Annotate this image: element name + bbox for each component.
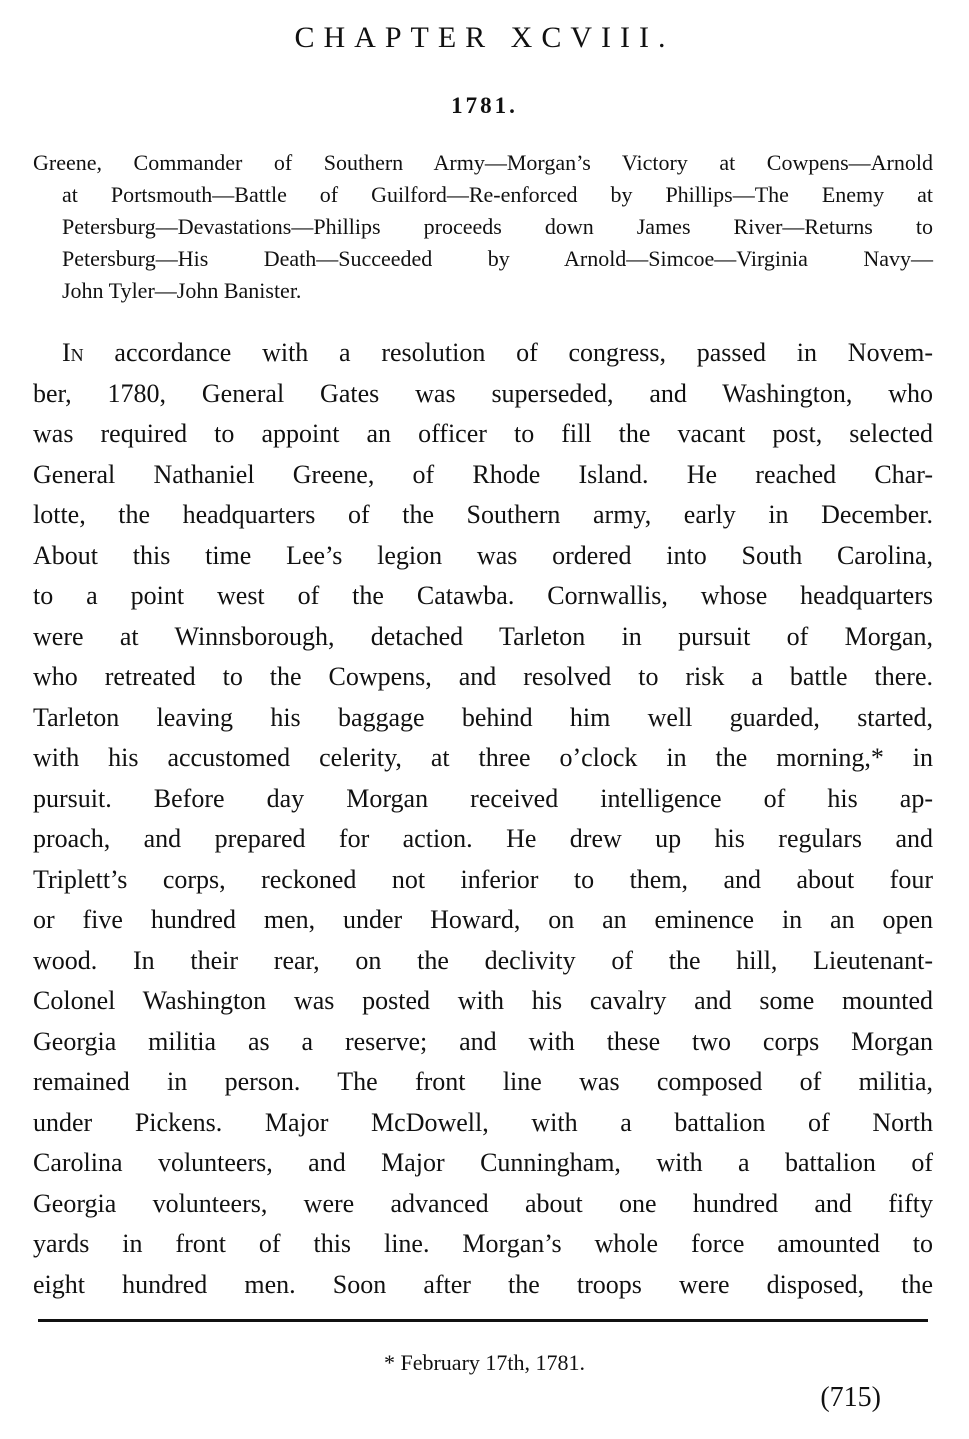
footnote-rule bbox=[38, 1319, 928, 1322]
body-line: were at Winnsborough, detached Tarleton in pursuit of Morgan, bbox=[33, 621, 933, 651]
body-line: eight hundred men. Soon after the troops were disposed, the bbox=[33, 1269, 933, 1299]
lead-word: In bbox=[62, 338, 84, 367]
body-line: Georgia militia as a reserve; and with these two corps Morgan bbox=[33, 1026, 933, 1056]
body-line: Triplett’s corps, reckoned not inferior to them, and about four bbox=[33, 864, 933, 894]
body-line: proach, and prepared for action. He drew up his regulars and bbox=[33, 824, 933, 853]
summary-line: Greene, Commander of Southern Army—Morgan’s Victory at Cowpens—Arnold bbox=[33, 150, 933, 175]
body-line: under Pickens. Major McDowell, with a battalion of North bbox=[33, 1107, 933, 1137]
body-line: General Nathaniel Greene, of Rhode Island. He reached Char- bbox=[33, 459, 933, 489]
body-line-text: accordance with a resolution of congress, passed in Novem- bbox=[83, 338, 933, 367]
year-heading: 1781. bbox=[451, 93, 518, 118]
body-line: pursuit. Before day Morgan received intelligence of his ap- bbox=[33, 783, 933, 813]
chapter-title: CHAPTER XCVIII. bbox=[294, 21, 675, 54]
body-line: or five hundred men, under Howard, on an eminence in an open bbox=[33, 905, 933, 934]
chapter-summary bbox=[33, 147, 933, 307]
body-line: ber, 1780, General Gates was superseded, and Washington, who bbox=[33, 378, 933, 408]
body-line: with his accustomed celerity, at three o’clock in the morning,* in bbox=[33, 743, 933, 772]
summary-line: John Tyler—John Banister. bbox=[62, 278, 302, 303]
body-line: About this time Lee’s legion was ordered into South Carolina, bbox=[33, 540, 933, 570]
footnote-text: * February 17th, 1781. bbox=[383, 1350, 586, 1375]
body-line: Colonel Washington was posted with his cavalry and some mounted bbox=[33, 986, 933, 1015]
body-line bbox=[33, 333, 933, 374]
body-line: yards in front of this line. Morgan’s whole force amounted to bbox=[33, 1229, 933, 1258]
body-line: Tarleton leaving his baggage behind him well guarded, started, bbox=[33, 702, 933, 732]
body-paragraph bbox=[33, 333, 933, 1305]
body-line: lotte, the headquarters of the Southern army, early in December. bbox=[33, 500, 933, 529]
body-line: who retreated to the Cowpens, and resolved to risk a battle there. bbox=[33, 662, 933, 691]
page-number: (715) bbox=[820, 1382, 881, 1413]
body-line: Carolina volunteers, and Major Cunningham, with a battalion of bbox=[33, 1148, 933, 1177]
body-line: was required to appoint an officer to fill the vacant post, selected bbox=[33, 419, 933, 448]
body-line: remained in person. The front line was composed of militia, bbox=[33, 1067, 933, 1096]
summary-line: Petersburg—Devastations—Phillips proceeds down James River—Returns to bbox=[62, 214, 933, 239]
body-line: Georgia volunteers, were advanced about one hundred and fifty bbox=[33, 1188, 933, 1218]
summary-line: Petersburg—His Death—Succeeded by Arnold—Simcoe—Virginia Navy— bbox=[62, 246, 933, 271]
body-line: to a point west of the Catawba. Cornwallis, whose headquarters bbox=[33, 581, 933, 610]
summary-line: at Portsmouth—Battle of Guilford—Re-enforced by Phillips—The Enemy at bbox=[62, 182, 933, 207]
body-line: wood. In their rear, on the declivity of the hill, Lieutenant- bbox=[33, 945, 933, 975]
